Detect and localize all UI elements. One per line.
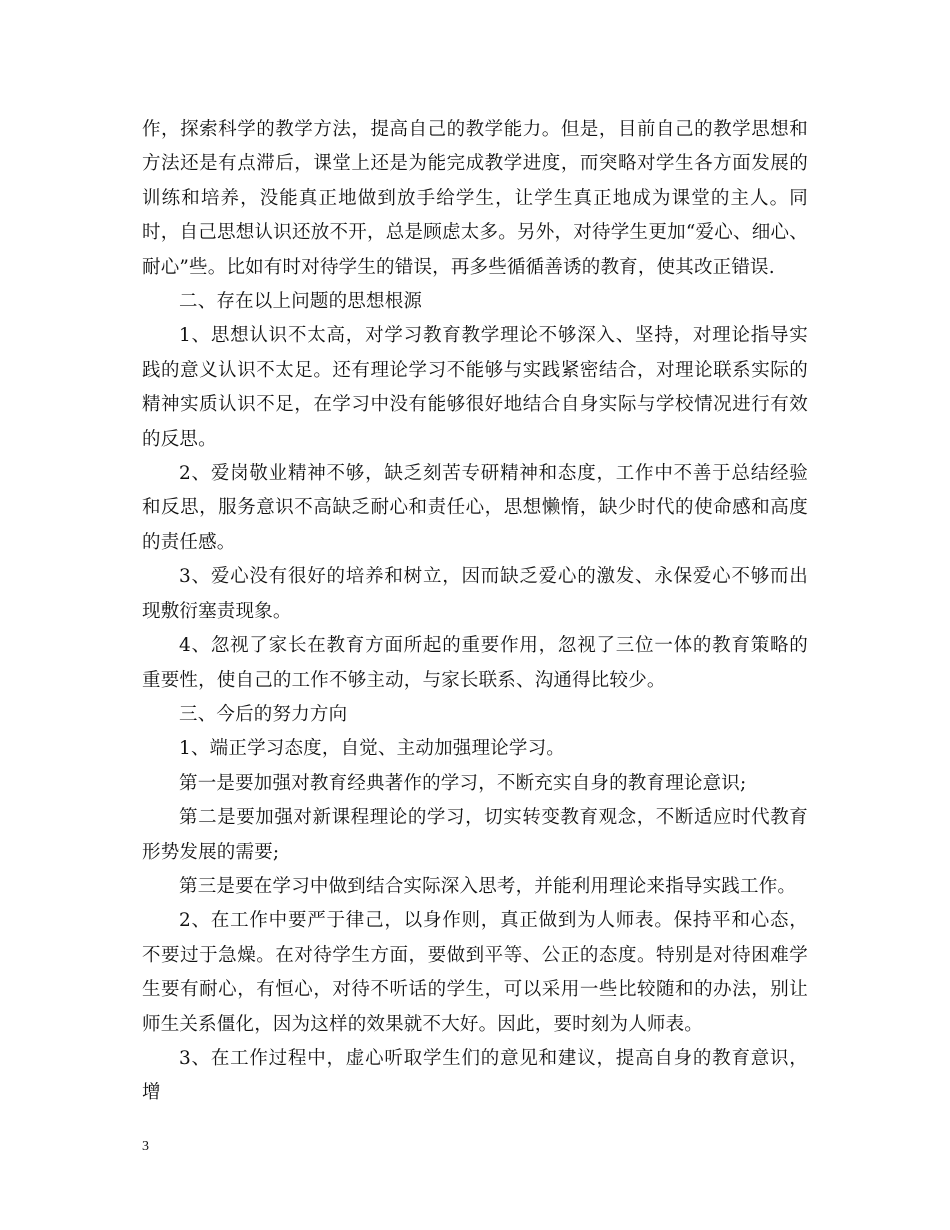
page-number: 3 bbox=[142, 1139, 149, 1154]
paragraph-4: 2、爱岗敬业精神不够，缺乏刻苦专研精神和态度，工作中不善于总结经验和反思，服务意识不高缺乏耐心和责任心，思想懒惰，缺少时代的使命感和高度的责任感。 bbox=[142, 463, 808, 553]
paragraph-3: 1、思想认识不太高，对学习教育教学理论不够深入、坚持，对理论指导实践的意义认识不太足。还有理论学习不能够与实践紧密结合，对理论联系实际的精神实质认识不足，在学习中没有能够很好地结合自身实际与学校情况进行有效的反思。 bbox=[142, 325, 808, 450]
section-heading-2: 二、存在以上问题的思想根源 bbox=[179, 291, 423, 313]
paragraph-1: 作，探索科学的教学方法，提高自己的教学能力。但是，目前自己的教学思想和方法还是有点滞后，课堂上还是为能完成教学进度，而突略对学生各方面发展的训练和培养，没能真正地做到放手给学生，让学生真正地成为课堂的主人。同时，自己思想认识还放不开，总是顾虑太多。另外，对待学生更加“爱心、细心、耐心”些。比如有时对待学生的错误，再多些循循善诱的教育，使其改正错误. bbox=[142, 119, 808, 278]
paragraph-11: 第三是要在学习中做到结合实际深入思考，并能利用理论来指导实践工作。 bbox=[179, 875, 797, 897]
paragraph-10: 第二是要加强对新课程理论的学习，切实转变教育观念，不断适应时代教育形势发展的需要; bbox=[142, 807, 808, 863]
paragraph-9: 第一是要加强对教育经典著作的学习，不断充实自身的教育理论意识; bbox=[179, 772, 747, 794]
paragraph-5: 3、爱心没有很好的培养和树立，因而缺乏爱心的激发、永保爱心不够而出现敷衍塞责现象。 bbox=[142, 566, 808, 622]
section-heading-3: 三、今后的努力方向 bbox=[179, 703, 348, 725]
paragraph-13: 3、在工作过程中，虚心听取学生们的意见和建议，提高自身的教育意识，增 bbox=[142, 1047, 808, 1104]
paragraph-12: 2、在工作中要严于律己，以身作则，真正做到为人师表。保持平和心态，不要过于急燥。在对待学生方面，要做到平等、公正的态度。特别是对待困难学生要有耐心，有恒心，对待不听话的学生，可以采用一些比较随和的办法，别让师生关系僵化，因为这样的效果就不大好。因此，要时刻为人师表。 bbox=[142, 910, 808, 1035]
paragraph-8: 1、端正学习态度，自觉、主动加强理论学习。 bbox=[179, 738, 565, 760]
document-body bbox=[142, 113, 808, 1111]
paragraph-6: 4、忽视了家长在教育方面所起的重要作用，忽视了三位一体的教育策略的重要性，使自己的工作不够主动，与家长联系、沟通得比较少。 bbox=[142, 635, 808, 691]
